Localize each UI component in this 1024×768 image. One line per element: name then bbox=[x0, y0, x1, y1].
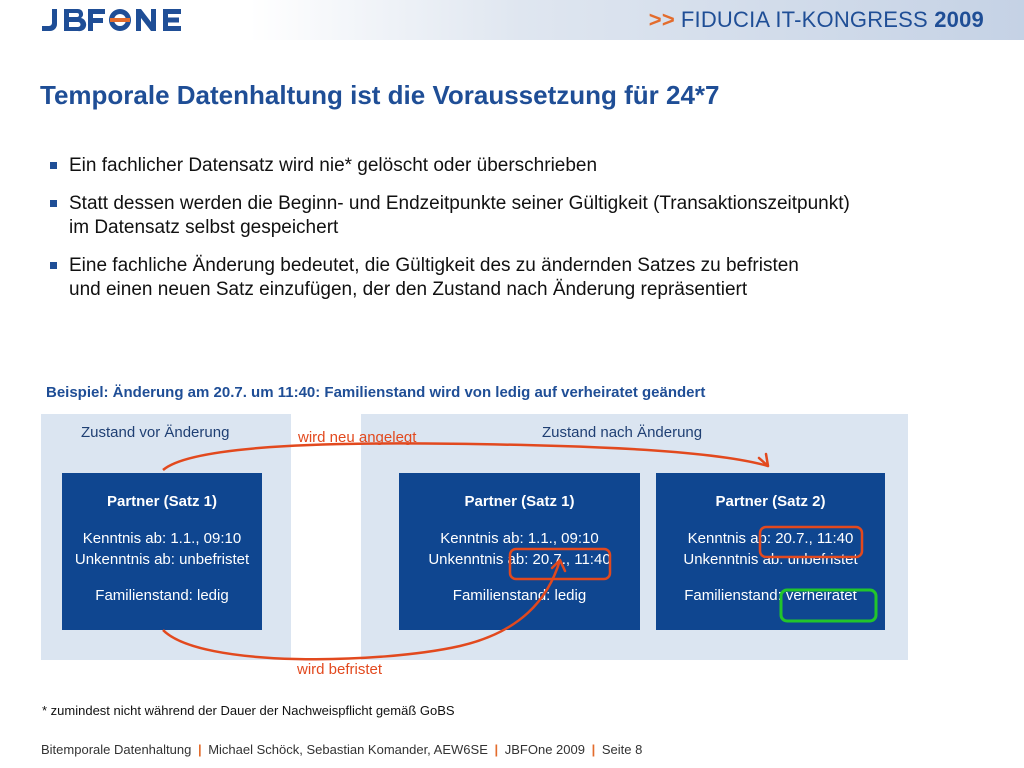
card-title: Partner (Satz 1) bbox=[106, 493, 218, 510]
footer-separator: | bbox=[494, 742, 499, 757]
card-familienstand: Familienstand: ledig bbox=[95, 587, 229, 604]
record-card-after-satz1 bbox=[399, 473, 640, 630]
card-familienstand: Familienstand: ledig bbox=[452, 587, 587, 604]
bullet-square-icon bbox=[50, 262, 57, 269]
example-heading: Beispiel: Änderung am 20.7. um 11:40: Familienstand wird von ledig auf verheiratet geändert bbox=[46, 384, 706, 401]
card-kenntnis: Kenntnis ab: 1.1., 09:10 bbox=[82, 530, 242, 547]
panel-after-label: Zustand nach Änderung bbox=[542, 424, 703, 441]
label-limited-record: wird befristet bbox=[297, 661, 383, 678]
bullet-item bbox=[50, 154, 990, 178]
footer-event: JBFOne 2009 bbox=[504, 742, 585, 757]
card-unkenntnis: Unkenntnis ab: unbefristet bbox=[683, 551, 858, 568]
record-card-after-satz2 bbox=[656, 473, 885, 630]
jbfone-logo-icon bbox=[40, 8, 208, 32]
footer-topic: Bitemporale Datenhaltung bbox=[41, 742, 192, 757]
kongress-title bbox=[649, 7, 984, 33]
footer-separator: | bbox=[591, 742, 596, 757]
card-kenntnis: Kenntnis ab: 20.7., 11:40 bbox=[687, 530, 854, 547]
bullet-text: Ein fachlicher Datensatz wird nie* gelöscht oder überschrieben bbox=[69, 155, 598, 176]
kongress-year: 2009 bbox=[934, 7, 984, 32]
footnote: * zumindest nicht während der Dauer der Nachweispflicht gemäß GoBS bbox=[42, 703, 455, 718]
bullet-square-icon bbox=[50, 200, 57, 207]
bullet-text: Eine fachliche Änderung bedeutet, die Gültigkeit des zu ändernden Satzes zu befristen bbox=[69, 255, 799, 276]
bullet-item bbox=[50, 254, 990, 302]
bullet-item bbox=[50, 192, 990, 240]
bullet-list bbox=[50, 154, 990, 316]
panel-before-label: Zustand vor Änderung bbox=[81, 424, 230, 441]
slide-footer bbox=[41, 742, 642, 757]
footer-separator: | bbox=[197, 742, 202, 757]
record-card-before bbox=[62, 473, 262, 630]
bullet-square-icon bbox=[50, 162, 57, 169]
bullet-text: im Datensatz selbst gespeichert bbox=[69, 217, 339, 238]
card-title: Partner (Satz 1) bbox=[464, 493, 575, 510]
slide-header bbox=[0, 0, 1024, 40]
footer-authors: Michael Schöck, Sebastian Komander, AEW6SE bbox=[208, 742, 488, 757]
card-unkenntnis: Unkenntnis ab: unbefristet bbox=[74, 551, 250, 568]
footer-page-number: Seite 8 bbox=[601, 742, 643, 757]
bullet-text: und einen neuen Satz einzufügen, der den Zustand nach Änderung repräsentiert bbox=[69, 279, 748, 300]
card-kenntnis: Kenntnis ab: 1.1., 09:10 bbox=[440, 530, 599, 547]
label-new-record: wird neu angelegt bbox=[298, 429, 417, 446]
card-title: Partner (Satz 2) bbox=[715, 493, 826, 510]
kongress-arrows: >> bbox=[648, 7, 675, 32]
slide-title: Temporale Datenhaltung ist die Voraussetzung für 24*7 bbox=[40, 80, 720, 110]
jbfone-logo bbox=[40, 6, 208, 34]
card-unkenntnis: Unkenntnis ab: 20.7., 11:40 bbox=[428, 551, 611, 568]
kongress-text: FIDUCIA IT-KONGRESS bbox=[680, 7, 928, 32]
card-familienstand: Familienstand: verheiratet bbox=[684, 587, 857, 604]
bullet-text: Statt dessen werden die Beginn- und Endzeitpunkte seiner Gültigkeit (Transaktionszeitpunkt) bbox=[69, 193, 850, 214]
